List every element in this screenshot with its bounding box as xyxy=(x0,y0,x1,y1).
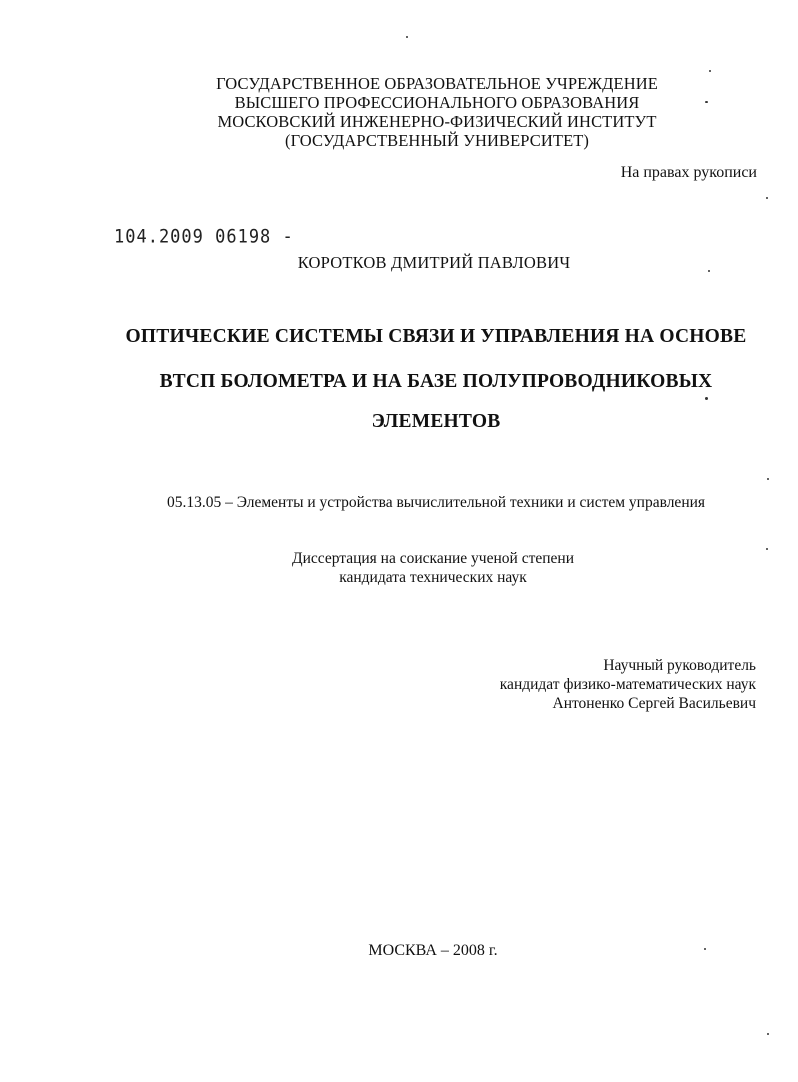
thesis-title-line-2: ВТСП БОЛОМЕТРА И НА БАЗЕ ПОЛУПРОВОДНИКОВЫХ xyxy=(159,371,713,392)
scan-speck xyxy=(406,36,408,38)
specialty-code: 05.13.05 – Элементы и устройства вычислительной техники и систем управления xyxy=(166,494,706,511)
scan-speck xyxy=(704,948,706,950)
author-name: КОРОТКОВ ДМИТРИЙ ПАВЛОВИЧ xyxy=(297,253,571,272)
institution-line: (ГОСУДАРСТВЕННЫЙ УНИВЕРСИТЕТ) xyxy=(284,131,590,150)
advisor-degree: кандидат физико-математических наук xyxy=(499,676,756,693)
institution-line: ВЫСШЕГО ПРОФЕССИОНАЛЬНОГО ОБРАЗОВАНИЯ xyxy=(234,93,640,112)
manuscript-note: На правах рукописи xyxy=(620,164,757,181)
scan-speck xyxy=(767,478,769,480)
scan-speck xyxy=(705,101,708,103)
city-year: МОСКВА – 2008 г. xyxy=(368,942,498,959)
scan-speck xyxy=(767,1033,769,1035)
institution-line: МОСКОВСКИЙ ИНЖЕНЕРНО-ФИЗИЧЕСКИЙ ИНСТИТУТ xyxy=(217,112,657,131)
dissertation-line-1: Диссертация на соискание ученой степени xyxy=(292,550,574,567)
dissertation-degree xyxy=(0,549,798,587)
scan-speck xyxy=(709,70,711,72)
institution-line: ГОСУДАРСТВЕННОЕ ОБРАЗОВАТЕЛЬНОЕ УЧРЕЖДЕНИЕ xyxy=(216,74,658,93)
scan-speck xyxy=(766,548,768,550)
scan-speck xyxy=(708,270,710,272)
advisor-role: Научный руководитель xyxy=(603,657,756,674)
institution-header xyxy=(0,74,798,150)
stamp-number: 104.2009 06198 - xyxy=(114,226,294,248)
dissertation-line-2: кандидата технических наук xyxy=(339,569,527,586)
thesis-title-line-1: ОПТИЧЕСКИЕ СИСТЕМЫ СВЯЗИ И УПРАВЛЕНИЯ НА ОСНОВЕ xyxy=(125,326,747,347)
scientific-advisor xyxy=(500,656,756,713)
thesis-title-line-3: ЭЛЕМЕНТОВ xyxy=(371,411,501,432)
advisor-name: Антоненко Сергей Васильевич xyxy=(552,695,756,712)
scan-speck xyxy=(766,197,768,199)
scan-speck xyxy=(705,397,708,400)
